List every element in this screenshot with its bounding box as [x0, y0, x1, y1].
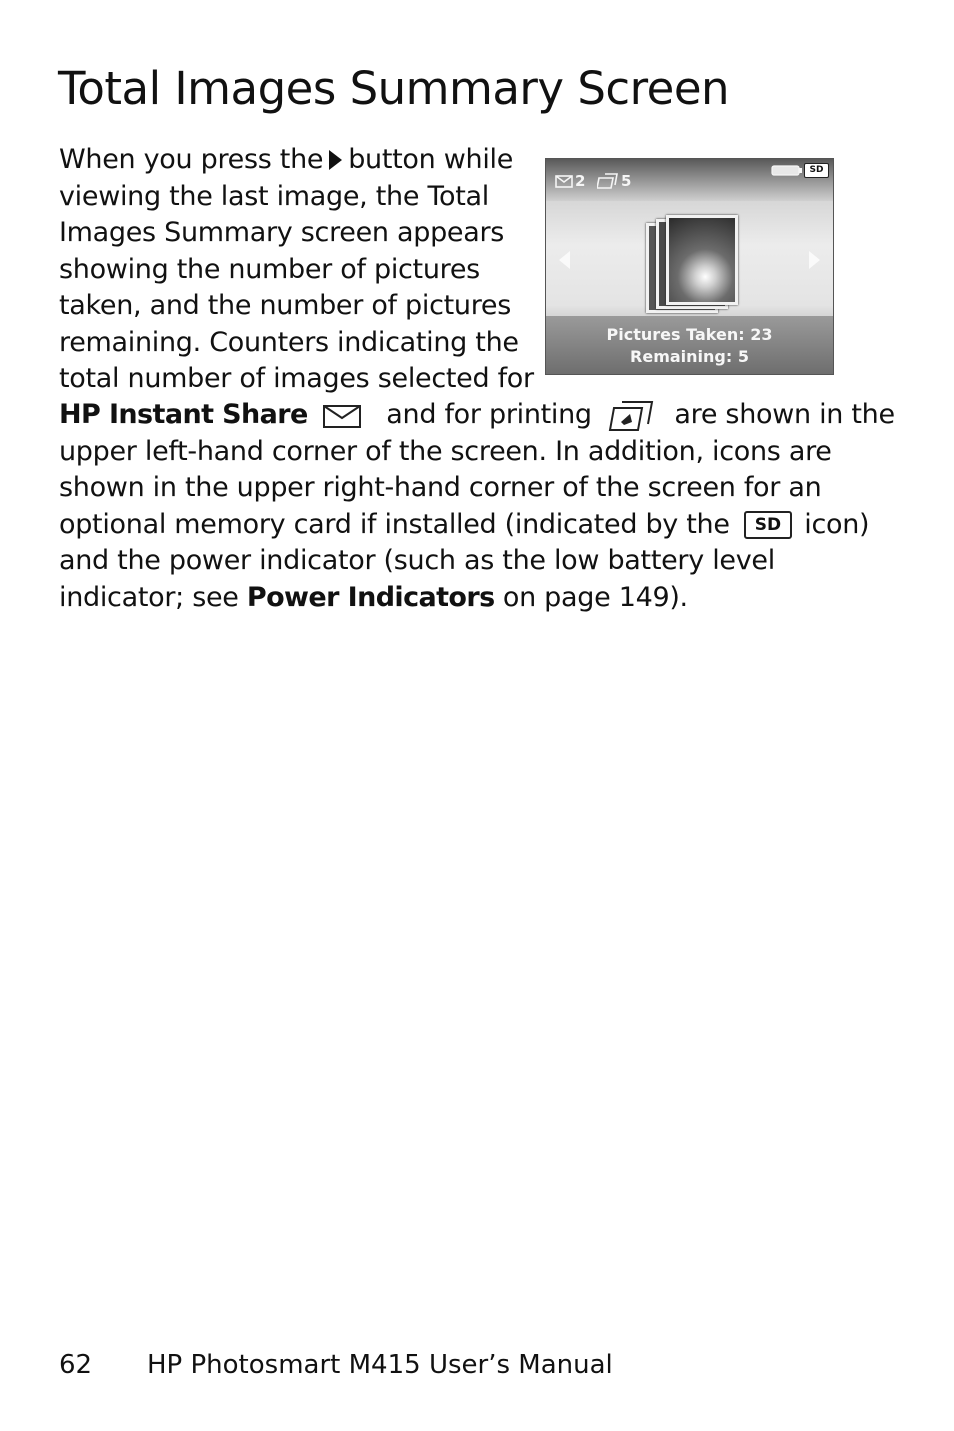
text-line	[59, 580, 859, 617]
text-run: button while	[348, 144, 514, 175]
detail-paragraph	[59, 397, 895, 616]
text-line: showing the number of pictures	[59, 253, 480, 285]
text-run: on page 149).	[502, 581, 688, 613]
text-run: indicator; see	[59, 581, 239, 613]
print-count: 5	[621, 172, 632, 190]
text-run: are shown in the	[674, 399, 895, 430]
battery-icon	[771, 165, 803, 176]
power-indicators-link[interactable]: Power Indicators	[246, 581, 495, 613]
pictures-taken-label: Pictures Taken: 23	[606, 325, 773, 344]
text-line: remaining. Counters indicating the	[59, 326, 519, 358]
text-line: taken, and the number of pictures	[59, 290, 512, 321]
text-run: When you press the	[59, 144, 324, 175]
previous-arrow-icon	[559, 251, 570, 269]
print-icon	[597, 173, 619, 189]
text-run: icon)	[804, 508, 870, 540]
page-footer	[59, 1350, 613, 1380]
hp-instant-share-term: HP Instant Share	[59, 399, 308, 430]
text-line	[59, 142, 529, 179]
memory-card-icon: SD	[804, 163, 829, 178]
image-stack-icon	[646, 215, 756, 315]
camera-screen-illustration	[545, 158, 834, 375]
text-line: shown in the upper right-hand corner of the screen for an	[59, 472, 822, 503]
text-line: total number of images selected for	[59, 363, 534, 394]
text-run: and for printing	[386, 399, 592, 430]
text-line: viewing the last image, the Total	[59, 180, 489, 212]
page-number: 62	[59, 1350, 93, 1380]
text-line	[59, 507, 870, 544]
text-line	[59, 397, 895, 434]
right-arrow-icon	[329, 150, 342, 170]
text-line: and the power indicator (such as the low battery level	[59, 545, 775, 576]
share-envelope-icon	[555, 175, 573, 188]
sd-card-icon: SD	[744, 511, 792, 539]
stacked-image-front	[666, 215, 738, 305]
text-line: Images Summary screen appears	[59, 217, 505, 248]
print-icon	[608, 400, 656, 432]
text-run: optional memory card if installed (indicated by the	[59, 508, 730, 540]
intro-paragraph	[59, 142, 534, 398]
remaining-label: Remaining: 5	[630, 347, 749, 366]
envelope-icon	[322, 403, 362, 429]
next-arrow-icon	[809, 251, 820, 269]
share-count: 2	[575, 172, 586, 190]
page-title: Total Images Summary Screen	[58, 62, 730, 115]
text-line: upper left-hand corner of the screen. In addition, icons are	[59, 435, 832, 467]
manual-title: HP Photosmart M415 User’s Manual	[147, 1350, 613, 1380]
